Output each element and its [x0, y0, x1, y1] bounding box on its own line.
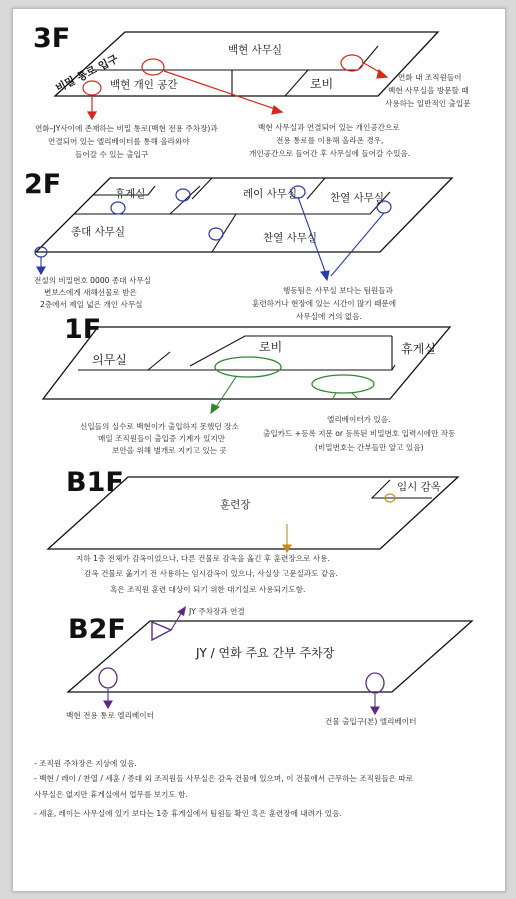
room-ray-office: 레이 사무실	[243, 188, 298, 200]
marker-b2-main-elevator	[366, 673, 384, 693]
jy-connector	[152, 606, 186, 640]
notes-3f-left	[35, 123, 218, 159]
notes-b1f	[76, 553, 338, 594]
svg-text:들어갈 수 있는 출입구: 들어갈 수 있는 출입구	[75, 150, 149, 159]
svg-text:신입들의 실수로 백현이가 출입하지 못했던 장소: 신입들의 실수로 백현이가 출입하지 못했던 장소	[80, 422, 239, 431]
svg-text:전설의 비밀번호 0000 종대 사무실: 전설의 비밀번호 0000 종대 사무실	[34, 276, 152, 285]
svg-text:- 조직원 주차장은 지상에 있음.: - 조직원 주차장은 지상에 있음.	[34, 759, 137, 768]
svg-text:백현 사무실을 방문할 때: 백현 사무실을 방문할 때	[388, 86, 469, 95]
notes-2f-left	[34, 275, 151, 309]
room-baekhyun-office: 백현 사무실	[228, 44, 283, 56]
notes-2f-center	[252, 285, 396, 321]
notes-3f-right	[385, 72, 471, 108]
floor-b1f-title: B1F	[66, 467, 124, 498]
marker-3f-secret	[83, 81, 101, 95]
svg-text:지하 1층 전체가 감옥이었으나, 다른 건물로 감옥을 옮: 지하 1층 전체가 감옥이었으나, 다른 건물로 감옥을 옮긴 후 훈련장으로 사용.	[76, 554, 330, 563]
svg-text:출입카드 +등록 지문 or 등록된 비밀번호 입력시에만: 출입카드 +등록 지문 or 등록된 비밀번호 입력시에만 작동	[263, 429, 456, 438]
arrows-1f	[211, 377, 357, 413]
note-b2-main-elevator: 건물 출입구(본) 엘리베이터	[325, 717, 417, 726]
svg-text:연화 내 조직원들이: 연화 내 조직원들이	[398, 73, 462, 82]
floor-3f-title: 3F	[33, 23, 71, 54]
marker-1f-lobby	[215, 357, 281, 377]
svg-text:사무실에 거의 없음.: 사무실에 거의 없음.	[296, 312, 362, 321]
svg-text:사무실은 없지만 휴게실에서 업무를 보기도 함.: 사무실은 없지만 휴게실에서 업무를 보기도 함.	[34, 790, 188, 799]
marker-b2-private-elevator	[99, 668, 117, 688]
svg-text:- 백현 / 레이 / 찬열 / 세훈 / 종대 외 조직원: - 백현 / 레이 / 찬열 / 세훈 / 종대 외 조직원들 사무실은 감옥 건물에 있으며, 이 건물에서 근무하는 조직원들은 따로	[34, 774, 414, 783]
svg-text:백현 사무실과 연결되어 있는 개인공간으로: 백현 사무실과 연결되어 있는 개인공간으로	[258, 123, 400, 132]
svg-text:2층에서 제일 넓은 개인 사무실: 2층에서 제일 넓은 개인 사무실	[40, 300, 143, 309]
room-temp-cell: 임시 감옥	[397, 481, 441, 493]
svg-text:전용 통로를 이용해 올라온 경우,: 전용 통로를 이용해 올라온 경우,	[276, 136, 384, 145]
svg-text:엘리베이터가 있음.: 엘리베이터가 있음.	[327, 415, 391, 424]
svg-text:개인공간으로 들어간 후 사무실에 들어갈 수있음.: 개인공간으로 들어간 후 사무실에 들어갈 수있음.	[249, 149, 411, 158]
room-baekhyun-private: 백현 개인 공간	[110, 79, 178, 91]
svg-text:연화–JY사이에 존재하는 비밀 통로(백현 전용 주차장): 연화–JY사이에 존재하는 비밀 통로(백현 전용 주차장)과	[35, 124, 218, 133]
floor-b2f-title: B2F	[68, 614, 126, 645]
room-chanyeol-office: 찬열 사무실	[330, 192, 385, 204]
note-b2-private-elevator: 백현 전용 통로 엘리베이터	[66, 711, 154, 720]
marker-2f-chanyeol2	[209, 228, 223, 240]
room-1f-lounge: 휴게실	[401, 342, 436, 356]
svg-text:매일 조직원들이 출입증 기계가 있지만: 매일 조직원들이 출입증 기계가 있지만	[98, 434, 226, 443]
marker-3f-lobby	[341, 55, 363, 71]
footnotes	[34, 758, 414, 818]
marker-2f-lounge	[111, 202, 125, 214]
svg-text:연결되어 있는 엘리베이터를 통해 올라와야: 연결되어 있는 엘리베이터를 통해 올라와야	[48, 137, 190, 146]
room-jongdae-office: 종대 사무실	[71, 226, 126, 238]
svg-text:(비밀번호는 간부들만 알고 있음): (비밀번호는 간부들만 알고 있음)	[315, 443, 424, 452]
svg-text:- 세훈, 레이는 사무실에 있기 보다는 1층 휴게실에서: - 세훈, 레이는 사무실에 있기 보다는 1층 휴게실에서 팀원들 확인 혹은 훈련장에 내려가 있음.	[34, 809, 342, 818]
room-training: 훈련장	[220, 499, 251, 511]
svg-text:감옥 건물로 옮기기 전 사용하는 임시감옥이 있으나, 사: 감옥 건물로 옮기기 전 사용하는 임시감옥이 있으나, 사실상 고문실과도 같음.	[84, 569, 338, 578]
marker-3f-private	[142, 59, 164, 75]
notes-3f-center	[249, 122, 410, 158]
room-executive-parking: JY / 연화 주요 간부 주차장	[196, 646, 335, 660]
notes-1f-right	[263, 414, 456, 452]
svg-text:훈련하거나 현장에 있는 시간이 많기 때문에: 훈련하거나 현장에 있는 시간이 많기 때문에	[252, 299, 397, 308]
room-3f-lobby: 로비	[310, 77, 334, 91]
svg-text:혹은 조직원 훈련 대상이 되기 위한 대기실로 사용되기도: 혹은 조직원 훈련 대상이 되기 위한 대기실로 사용되기도함.	[110, 585, 306, 594]
marker-2f-ray	[176, 189, 190, 201]
arrows-b1	[283, 524, 291, 552]
secret-passage-tag: 비밀 통로 입구	[53, 53, 121, 95]
svg-text:변보스에게 새해선물로 받은: 변보스에게 새해선물로 받은	[44, 288, 137, 297]
marker-1f-elevator	[312, 375, 374, 393]
svg-text:보안을 위해 별개로 지키고 있는 곳: 보안을 위해 별개로 지키고 있는 곳	[112, 446, 227, 455]
svg-text:사용하는 일반적인 출입문: 사용하는 일반적인 출입문	[385, 99, 471, 108]
room-infirmary: 의무실	[92, 353, 127, 367]
notes-1f-left	[80, 421, 239, 455]
floor-2f-title: 2F	[24, 169, 62, 200]
svg-text:행동팀은 사무실 보다는 팀원들과: 행동팀은 사무실 보다는 팀원들과	[283, 286, 393, 295]
floor-1f-title: 1F	[64, 314, 102, 345]
room-2f-lounge: 휴게실	[115, 188, 146, 200]
room-1f-lobby: 로비	[259, 340, 283, 354]
room-chanyeol-office-2: 찬열 사무실	[263, 232, 318, 244]
note-jy-connection: JY 주차장과 연결	[189, 607, 245, 616]
